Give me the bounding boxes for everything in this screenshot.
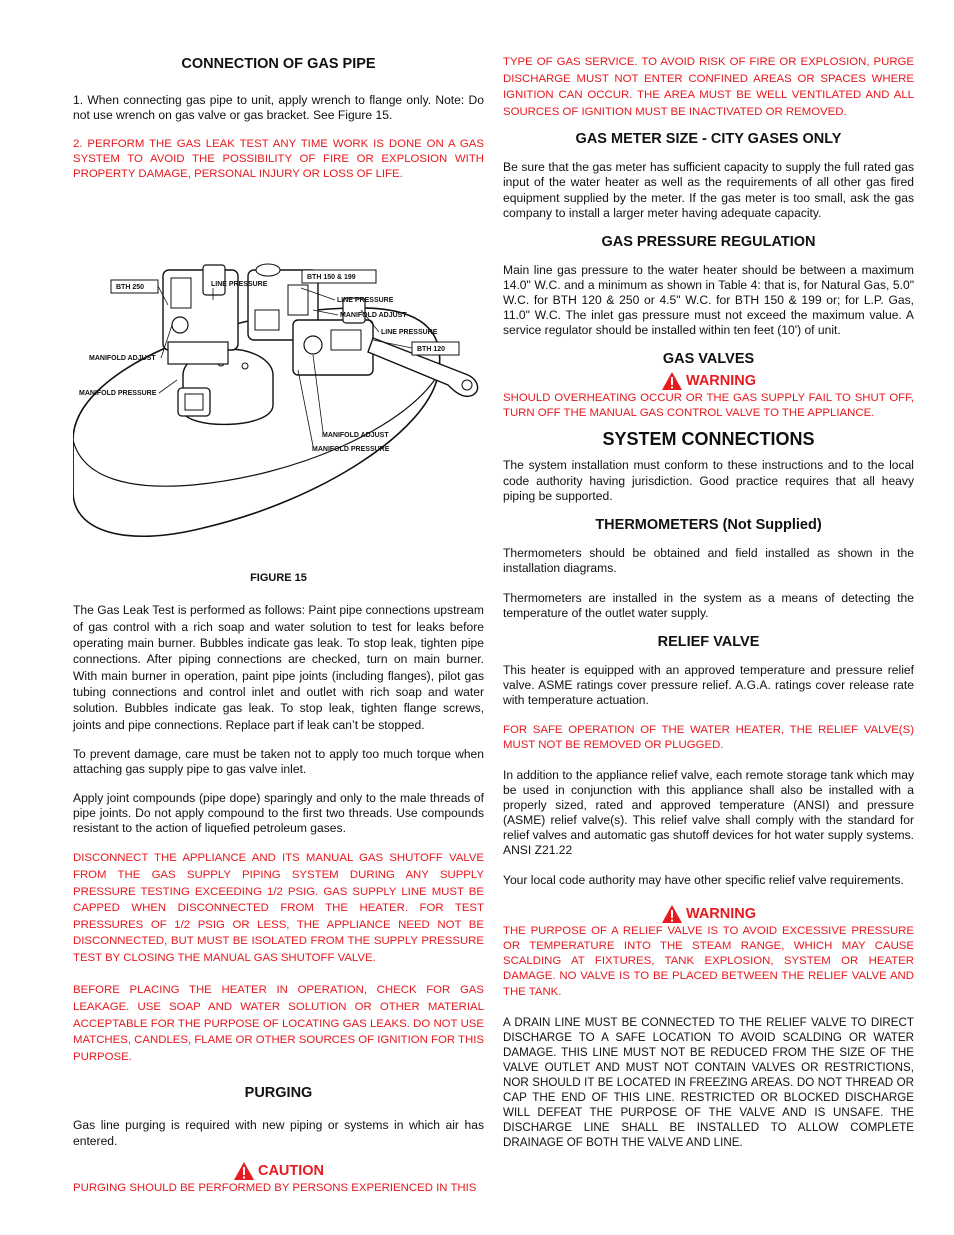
relief-paragraph-3: Your local code authority may have other specific relief valve requirements. — [503, 873, 904, 888]
thermometers-paragraph-2: Thermometers are installed in the system as a means of detecting the temperature of the outlet water supply. — [503, 590, 914, 620]
warning-triangle-icon — [233, 1161, 255, 1181]
purge-continuation-warning: TYPE OF GAS SERVICE. TO AVOID RISK OF FIRE OR EXPLOSION, PURGE DISCHARGE MUST NOT ENTER CONFINED AREAS OR SPACES WHERE IGNITION CAN OCCUR. THE AREA MUST BE WELL VENTILATED AND ALL SOURCES OF IGNITION MUST BE INACTIVATED OR REMOVED. — [503, 56, 914, 118]
warning-label: WARNING — [685, 906, 757, 923]
label-manifold-adjust-2: MANIFOLD ADJUST — [89, 355, 156, 363]
caution-text: PURGING SHOULD BE PERFORMED BY PERSONS EXPERIENCED IN THIS — [73, 1181, 477, 1194]
relief-purpose-warning: THE PURPOSE OF A RELIEF VALVE IS TO AVOID EXCESSIVE PRESSURE OR TEMPERATURE INTO THE STEAM RANGE, WHICH MAY CAUSE SCALDING AT FIXTURES, TANK EXPLOSION, SYSTEM OR HEATER DAMAGE. NO VALVE IS TO BE PLACED BETWEEN THE RELIEF VALVE AND THE TANK. — [503, 925, 914, 998]
figure-caption: FIGURE 15 — [250, 572, 307, 585]
right-column — [503, 54, 914, 1151]
label-bth120: BTH 120 — [417, 346, 446, 354]
pressure-paragraph: Main line gas pressure to the water heater should be between a maximum 14.0" W.C. and a minimum as shown in Table 4: that is, for Natural Gas, 5.0" W.C. for BTH 120 & 250 or 4.5" W.C. for BTH 150 & 199 or; for L.P. Gas, 11.0" W.C. The inlet gas pressure must not exceed the maximum value. A service regulator should be installed within ten feet (10') of unit. — [503, 262, 914, 338]
label-manifold-adjust-3: MANIFOLD ADJUST — [322, 432, 389, 440]
figure-15 — [73, 230, 484, 552]
label-line-pressure-2: LINE PRESSURE — [337, 297, 394, 305]
disconnect-warning: DISCONNECT THE APPLIANCE AND ITS MANUAL GAS SHUTOFF VALVE FROM THE GAS SUPPLY PIPING SYSTEM DURING ANY SUPPLY PRESSURE TESTING EXCEEDING 1/2 PSIG. GAS SUPPLY LINE MUST BE CAPPED WHEN DISCONNECTED FROM THE HEATER. FOR TEST PRESSURES OF 1/2 PSIG OR LESS, THE APPLIANCE NEED NOT BE DISCONNECTED, BUT MUST BE ISOLATED FROM THE SUPPLY PRESSURE TEST BY CLOSING THE MANUAL GAS SHUTOFF VALVE. — [73, 852, 484, 964]
connection-paragraph: 1. When connecting gas pipe to unit, apply wrench to flange only. Note: Do not use wrench on gas valve or gas bracket. See Figure 15. — [73, 93, 484, 123]
connection-heading: CONNECTION OF GAS PIPE — [181, 56, 376, 72]
purging-heading: PURGING — [244, 1085, 313, 1102]
gas-valve-diagram — [73, 230, 484, 552]
warning-triangle-icon — [661, 371, 683, 391]
valves-heading: GAS VALVES — [662, 351, 755, 368]
warning-banner-1 — [503, 371, 914, 391]
relief-paragraph-1: This heater is equipped with an approved temperature and pressure relief valve. ASME ratings cover pressure relief. A.G.A. ratings cover release rate with temperature actuation. — [503, 663, 914, 708]
valves-warning: SHOULD OVERHEATING OCCUR OR THE GAS SUPPLY FAIL TO SHUT OFF, TURN OFF THE MANUAL GAS CONTROL VALVE TO THE APPLIANCE. — [503, 392, 914, 420]
leak-test-warning: 2. PERFORM THE GAS LEAK TEST ANY TIME WORK IS DONE ON A GAS SYSTEM TO AVOID THE POSSIBILITY OF FIRE OR EXPLOSION WITH PROPERTY DAMAGE, PERSONAL INJURY OR LOSS OF LIFE. — [73, 138, 484, 181]
warning-banner-2 — [503, 904, 914, 924]
drain-line-paragraph: A DRAIN LINE MUST BE CONNECTED TO THE RELIEF VALVE TO DIRECT DISCHARGE TO A SAFE LOCATION TO AVOID SCALDING OR WATER DAMAGE. THIS LINE MUST NOT BE REDUCED FROM THE SIZE OF THE VALVE OUTLET AND MUST NOT CONTAIN VALVES OR RESTRICTIONS, NOR SHOULD IT BE LOCATED IN FREEZING AREAS. DO NOT THREAD OR CAP THE END OF THIS LINE. RESTRICTED OR BLOCKED DISCHARGE WILL DEFEAT THE PURPOSE OF THE VALVE AND IS UNSAFE. THE DISCHARGE LINE SHALL BE INSTALLED TO ALLOW COMPLETE DRAINAGE OF BOTH THE VALVE AND LINE. — [503, 1015, 914, 1150]
label-bth150: BTH 150 & 199 — [307, 274, 356, 282]
label-manifold-pressure-2: MANIFOLD PRESSURE — [312, 446, 390, 454]
torque-paragraph: To prevent damage, care must be taken not to apply too much torque when attaching gas supply pipe to gas valve inlet. — [73, 746, 484, 776]
thermometers-heading: THERMOMETERS (Not Supplied) — [595, 516, 822, 533]
relief-heading: RELIEF VALVE — [657, 634, 760, 651]
label-bth250: BTH 250 — [116, 284, 145, 292]
system-paragraph: The system installation must conform to these instructions and to the local code authority having jurisdiction. Good practice requires that all heavy piping be supported. — [503, 458, 914, 503]
left-column — [73, 52, 484, 1196]
system-connections-heading: SYSTEM CONNECTIONS — [602, 429, 815, 450]
caution-label: CAUTION — [257, 1162, 325, 1179]
relief-warning: FOR SAFE OPERATION OF THE WATER HEATER, THE RELIEF VALVE(S) MUST NOT BE REMOVED OR PLUGGED. — [503, 724, 914, 752]
label-line-pressure-1: LINE PRESSURE — [211, 281, 268, 289]
meter-paragraph: Be sure that the gas meter has sufficient capacity to supply the full rated gas input of the water heater as well as the requirements of all other gas fired equipment supplied by the meter. If the gas meter is too small, ask the gas company to install a larger meter having adequate capacity. — [503, 160, 914, 220]
leak-test-procedure: The Gas Leak Test is performed as follows: Paint pipe connections upstream of gas control with a rich soap and water solution to test for leaks before operating main burner. Bubbles indicate gas leak. To stop leak, tighten pipe connections. After piping connections are checked, turn on main burner. With main burner in operation, paint pipe joints (including flanges), pilot gas tubing connections and control inlet and outlet with rich soap and water solution. Bubbles indicate gas leak. To stop leak, tighten flange screws, joints and pipe connections. Replace part if leak can’t be stopped. — [73, 603, 484, 732]
warning-label: WARNING — [685, 373, 757, 390]
meter-heading: GAS METER SIZE - CITY GASES ONLY — [575, 131, 842, 148]
thermometers-paragraph-1: Thermometers should be obtained and field installed as shown in the installation diagrams. — [503, 545, 914, 575]
caution-banner — [73, 1161, 484, 1181]
label-line-pressure-3: LINE PRESSURE — [381, 329, 438, 337]
purging-paragraph: Gas line purging is required with new piping or systems in which air has entered. — [73, 1118, 484, 1148]
warning-triangle-icon — [661, 904, 683, 924]
compound-paragraph: Apply joint compounds (pipe dope) sparingly and only to the male threads of pipe joints. Do not apply compound to the first two threads. Use compounds resistant to the action of liquefied petroleum gases. — [73, 791, 484, 836]
label-manifold-pressure-1: MANIFOLD PRESSURE — [79, 390, 157, 398]
pressure-heading: GAS PRESSURE REGULATION — [601, 233, 816, 250]
label-manifold-adjust-1: MANIFOLD ADJUST — [340, 312, 407, 320]
before-operation-warning: BEFORE PLACING THE HEATER IN OPERATION, CHECK FOR GAS LEAKAGE. USE SOAP AND WATER SOLUTION OR OTHER MATERIAL ACCEPTABLE FOR THE PURPOSE OF LOCATING GAS LEAKS. DO NOT USE MATCHES, CANDLES, FLAME OR OTHER SOURCES OF IGNITION FOR THIS PURPOSE. — [73, 984, 484, 1063]
relief-paragraph-2: In addition to the appliance relief valve, each remote storage tank which may be used in conjunction with this appliance shall also be installed with a properly sized, rated and approved temperature (ANSI) and pressure (ASME) relief valve(s). This relief valve shall comply with the standard for relief valves and automatic gas shutoff devices for hot water supply systems. ANSI Z21.22 — [503, 767, 914, 857]
